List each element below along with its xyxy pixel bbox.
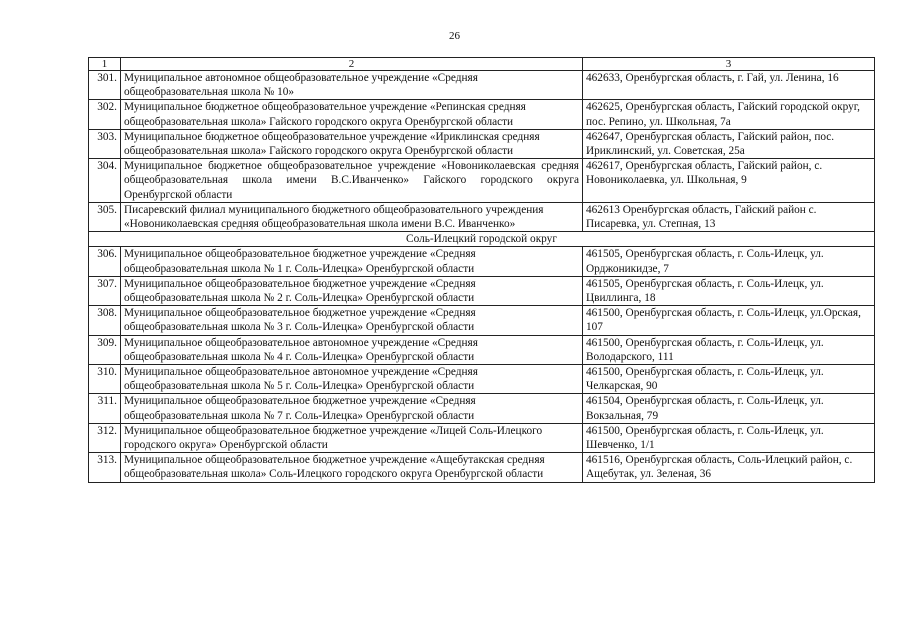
institution-address: 461500, Оренбургская область, г. Соль-Илецк, ул. Шевченко, 1/1 [583,423,875,452]
institutions-table [88,57,875,483]
column-header-number: 1 [89,58,121,71]
row-number: 312. [89,423,121,452]
institution-address: 461500, Оренбургская область, г. Соль-Илецк, ул. Володарского, 111 [583,335,875,364]
institution-name: Муниципальное общеобразовательное бюджетное учреждение «Ащебутакская средняя общеобразовательная школа» Соль-Илецкого городского округа Оренбургской области [121,453,583,482]
table-row [89,202,875,231]
row-number: 301. [89,71,121,100]
row-number: 311. [89,394,121,423]
institution-address: 461504, Оренбургская область, г. Соль-Илецк, ул. Вокзальная, 79 [583,394,875,423]
page-number: 26 [449,30,460,42]
institution-name: Муниципальное общеобразовательное бюджетное учреждение «Средняя общеобразовательная школа № 7 г. Соль-Илецка» Оренбургской области [121,394,583,423]
table-row [89,423,875,452]
table-row [89,453,875,482]
institution-address: 462633, Оренбургская область, г. Гай, ул. Ленина, 16 [583,71,875,100]
table-row [89,394,875,423]
institution-name: Муниципальное бюджетное общеобразовательное учреждение «Репинская средняя общеобразовательная школа» Гайского городского округа Оренбургской области [121,100,583,129]
row-number: 308. [89,306,121,335]
row-number: 309. [89,335,121,364]
institution-address: 462613 Оренбургская область, Гайский район с. Писаревка, ул. Степная, 13 [583,202,875,231]
institution-name: Муниципальное общеобразовательное бюджетное учреждение «Средняя общеобразовательная школа № 2 г. Соль-Илецка» Оренбургской области [121,276,583,305]
institution-name: Муниципальное общеобразовательное автономное учреждение «Средняя общеобразовательная школа № 5 г. Соль-Илецка» Оренбургской области [121,365,583,394]
table-row [89,276,875,305]
section-title: Соль-Илецкий городской округ [89,232,875,247]
institution-address: 461505, Оренбургская область, г. Соль-Илецк, ул. Цвиллинга, 18 [583,276,875,305]
table-row [89,247,875,276]
institution-address: 461505, Оренбургская область, г. Соль-Илецк, ул. Орджоникидзе, 7 [583,247,875,276]
institution-name: Муниципальное общеобразовательное бюджетное учреждение «Лицей Соль-Илецкого городского округа» Оренбургской области [121,423,583,452]
row-number: 307. [89,276,121,305]
row-number: 306. [89,247,121,276]
institution-address: 462625, Оренбургская область, Гайский городской округ, пос. Репино, ул. Школьная, 7а [583,100,875,129]
row-number: 303. [89,129,121,158]
institution-name: Муниципальное общеобразовательное автономное учреждение «Средняя общеобразовательная школа № 4 г. Соль-Илецка» Оренбургской области [121,335,583,364]
table-row [89,71,875,100]
institution-address: 461516, Оренбургская область, Соль-Илецкий район, с. Ащебутак, ул. Зеленая, 36 [583,453,875,482]
section-row [89,232,875,247]
row-number: 310. [89,365,121,394]
row-number: 313. [89,453,121,482]
institution-address: 462647, Оренбургская область, Гайский район, пос. Ириклинский, ул. Советская, 25а [583,129,875,158]
institution-address: 461500, Оренбургская область, г. Соль-Илецк, ул.Орская, 107 [583,306,875,335]
table-row [89,306,875,335]
institution-name: Муниципальное общеобразовательное бюджетное учреждение «Средняя общеобразовательная школа № 1 г. Соль-Илецка» Оренбургской области [121,247,583,276]
institution-name: Муниципальное бюджетное общеобразовательное учреждение «Ириклинская средняя общеобразовательная школа» Гайского городского округа Оренбургской области [121,129,583,158]
institution-name: Муниципальное бюджетное общеобразовательное учреждение «Новониколаевская средняя общеобразовательная школа имени В.С.Иванченко» Гайского городского округа Оренбургской области [121,159,583,203]
column-header-name: 2 [121,58,583,71]
row-number: 302. [89,100,121,129]
institution-address: 461500, Оренбургская область, г. Соль-Илецк, ул. Челкарская, 90 [583,365,875,394]
table-header-row [89,58,875,71]
table-row [89,365,875,394]
table-row [89,335,875,364]
row-number: 305. [89,202,121,231]
table-row [89,129,875,158]
row-number: 304. [89,159,121,203]
institution-address: 462617, Оренбургская область, Гайский район, с. Новониколаевка, ул. Школьная, 9 [583,159,875,203]
column-header-address: 3 [583,58,875,71]
table-row [89,100,875,129]
institution-name: Муниципальное автономное общеобразовательное учреждение «Средняя общеобразовательная школа № 10» [121,71,583,100]
table-row [89,159,875,203]
institution-name: Писаревский филиал муниципального бюджетного общеобразовательного учреждения «Новониколаевская средняя общеобразовательная школа имени В.С. Иванченко» [121,202,583,231]
institution-name: Муниципальное общеобразовательное бюджетное учреждение «Средняя общеобразовательная школа № 3 г. Соль-Илецка» Оренбургской области [121,306,583,335]
